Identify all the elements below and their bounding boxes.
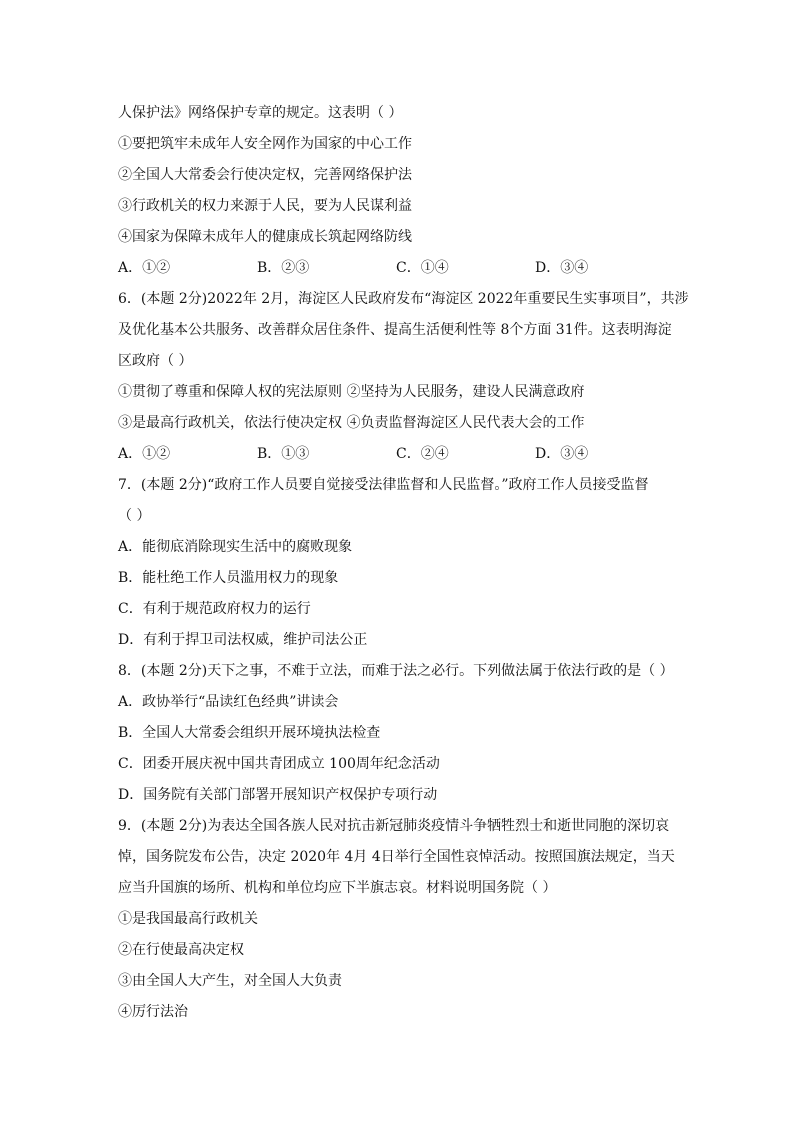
q5-option-b[interactable]: B．②③ xyxy=(257,260,310,276)
q8-stem-line-1: 8．(本题 2分)天下之事，不难于立法，而难于法之必行。下列做法属于依法行政的是（ ） xyxy=(118,663,674,679)
q5-item-4: ④国家为保障未成年人的健康成长筑起网络防线 xyxy=(118,229,412,245)
q8-option-d[interactable]: D．国务院有关部门部署开展知识产权保护专项行动 xyxy=(118,787,438,803)
q5-option-a[interactable]: A．①② xyxy=(118,260,171,276)
q6-items-row-2: ③是最高行政机关，依法行使决定权 ④负责监督海淀区人民代表大会的工作 xyxy=(118,415,585,431)
q5-option-c[interactable]: C．①④ xyxy=(396,260,449,276)
q7-option-b[interactable]: B．能杜绝工作人员滥用权力的现象 xyxy=(118,570,339,586)
q9-stem-line-1: 9．(本题 2分)为表达全国各族人民对抗击新冠肺炎疫情斗争牺牲烈士和逝世同胞的深切哀 xyxy=(118,818,670,834)
q8-option-b[interactable]: B．全国人大常委会组织开展环境执法检查 xyxy=(118,725,381,741)
q6-options xyxy=(118,442,678,473)
q5-stem-tail: 人保护法》网络保护专章的规定。这表明（ ） xyxy=(118,105,403,121)
q9-item-2: ②在行使最高决定权 xyxy=(118,942,244,958)
q8-option-c[interactable]: C．团委开展庆祝中国共青团成立 100周年纪念活动 xyxy=(118,756,440,772)
q7-option-d[interactable]: D．有利于捍卫司法权威，维护司法公正 xyxy=(118,632,368,648)
q5-item-1: ①要把筑牢未成年人安全网作为国家的中心工作 xyxy=(118,136,412,152)
q9-item-3: ③由全国人大产生，对全国人大负责 xyxy=(118,973,342,989)
q5-item-3: ③行政机关的权力来源于人民，要为人民谋利益 xyxy=(118,198,412,214)
q6-option-a[interactable]: A．①② xyxy=(118,446,171,462)
q6-option-b[interactable]: B．①③ xyxy=(257,446,310,462)
q6-stem-line-3: 区政府（ ） xyxy=(118,353,193,369)
q6-option-c[interactable]: C．②④ xyxy=(396,446,449,462)
q9-item-4: ④厉行法治 xyxy=(118,1004,188,1020)
q7-stem-line-2: （ ） xyxy=(118,508,151,524)
q5-options xyxy=(118,256,678,287)
q6-option-d[interactable]: D．③④ xyxy=(535,446,589,462)
q7-option-c[interactable]: C．有利于规范政府权力的运行 xyxy=(118,601,311,617)
q5-option-d[interactable]: D．③④ xyxy=(535,260,589,276)
q7-stem-line-1: 7．(本题 2分)“政府工作人员要自觉接受法律监督和人民监督。”政府工作人员接受监督 xyxy=(118,477,649,493)
q6-stem-line-2: 及优化基本公共服务、改善群众居住条件、提高生活便利性等 8个方面 31件。这表明海淀 xyxy=(118,322,672,338)
q9-stem-line-3: 应当升国旗的场所、机构和单位均应下半旗志哀。材料说明国务院（ ） xyxy=(118,880,557,896)
q7-option-a[interactable]: A．能彻底消除现实生活中的腐败现象 xyxy=(118,539,353,555)
q9-stem-line-2: 悼，国务院发布公告，决定 2020年 4月 4日举行全国性哀悼活动。按照国旗法规定，当天 xyxy=(118,849,675,865)
page-content xyxy=(118,101,689,1031)
q9-item-1: ①是我国最高行政机关 xyxy=(118,911,258,927)
q5-item-2: ②全国人大常委会行使决定权，完善网络保护法 xyxy=(118,167,412,183)
q6-stem-line-1: 6．(本题 2分)2022年 2月，海淀区人民政府发布“海淀区 2022年重要民生实事项目”，共涉 xyxy=(118,291,689,307)
q6-items-row-1: ①贯彻了尊重和保障人权的宪法原则 ②坚持为人民服务，建设人民满意政府 xyxy=(118,384,585,400)
q8-option-a[interactable]: A．政协举行“品读红色经典”讲读会 xyxy=(118,694,339,710)
